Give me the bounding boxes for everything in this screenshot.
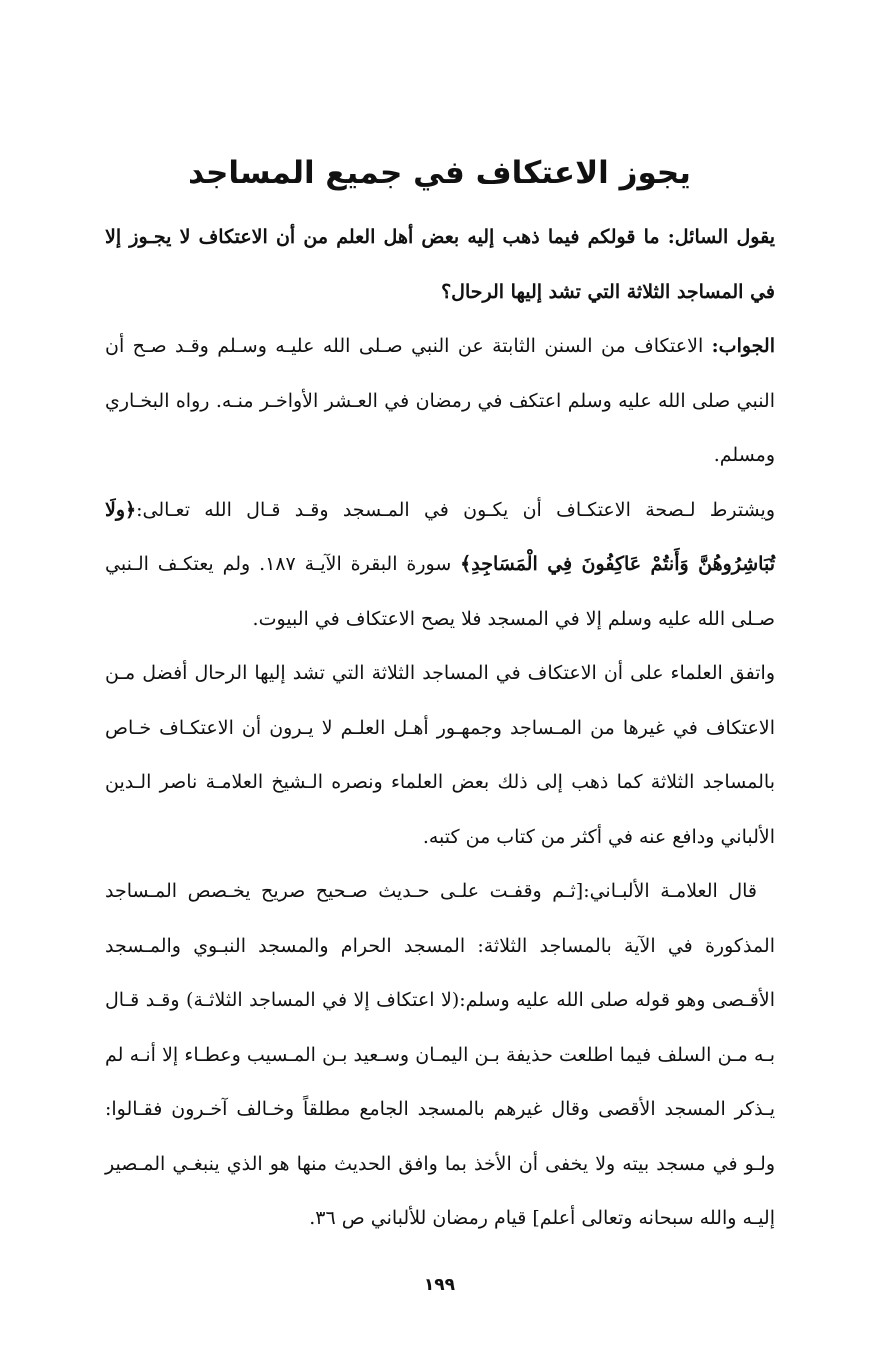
answer-label: الجواب: <box>711 335 775 357</box>
page-number: ١٩٩ <box>423 1275 456 1295</box>
quran-verse: ﴿ولَا تُبَاشِرُوهُنَّ وَأَنتُمْ عَاكِفُونَ فِي الْمَسَاجِدِ﴾ <box>105 498 775 575</box>
condition-paragraph <box>105 483 775 647</box>
page-title: يجوز الاعتكاف في جميع المساجد <box>188 155 691 191</box>
question-paragraph <box>105 210 775 319</box>
condition-text-before: ويشترط لـصحة الاعتكـاف أن يكـون في المـسجد وقـد قـال الله تعـالى: <box>136 498 775 521</box>
agreement-paragraph: واتفق العلماء على أن الاعتكاف في المساجد الثلاثة التي تشد إليها الرحال أفضل مـن الاعتكاف في غيرها من المـساجد وجمهـور أهـل العلـم لا يـرون أن الاعتكـاف خـاص بالمساجد الثلاثة كما ذهب إلى ذلك بعض العلماء ونصره الـشيخ العلامـة ناصر الـدين الألباني ودافع عنه في أكثر من كتاب من كتبه. <box>105 662 775 848</box>
answer-paragraph <box>105 319 775 483</box>
answer-text: الاعتكاف من السنن الثابتة عن النبي صـلى الله عليـه وسـلم وقـد صـح أن النبي صلى الله عليه وسلم اعتكف في رمضان في العـشر الأواخـر منـه. رواه البخـاري ومسلم. <box>105 335 775 466</box>
albani-quote-paragraph: قال العلامـة الألبـاني:[ثـم وقفـت علـى حـديث صـحيح صريح يخـصص المـساجد المذكورة في الآية بالمساجد الثلاثة: المسجد الحرام والمسجد النبـوي والمـسجد الأقـصى وهو قوله صلى الله عليه وسلم:(لا اعتكاف إلا في المساجد الثلاثـة) وقـد قـال بـه مـن السلف فيما اطلعت حذيفة بـن اليمـان وسـعيد بـن المـسيب وعطـاء إلا أنـه لم يـذكر المسجد الأقصى وقال غيرهم بالمسجد الجامع مطلقاً وخـالف آخـرون فقـالوا: ولـو في مسجد بيته ولا يخفى أن الأخذ بما وافق الحديث منها هو الذي ينبغـي المـصير إليـه والله سبحانه وتعالى أعلم] قيام رمضان للألباني ص ٣٦. <box>105 880 775 1229</box>
condition-text-after: سورة البقرة الآيـة ١٨٧. ولم يعتكـف الـنبي صـلى الله عليه وسلم إلا في المسجد فلا يصح الاعتكاف في البيوت. <box>105 553 775 630</box>
question-label: يقول السائل: <box>667 226 775 248</box>
body-text <box>105 210 775 1246</box>
question-text: ما قولكم فيما ذهب إليه بعض أهل العلم من أن الاعتكاف لا يجـوز إلا في المساجد الثلاثة التي تشد إليها الرحال؟ <box>105 226 775 303</box>
